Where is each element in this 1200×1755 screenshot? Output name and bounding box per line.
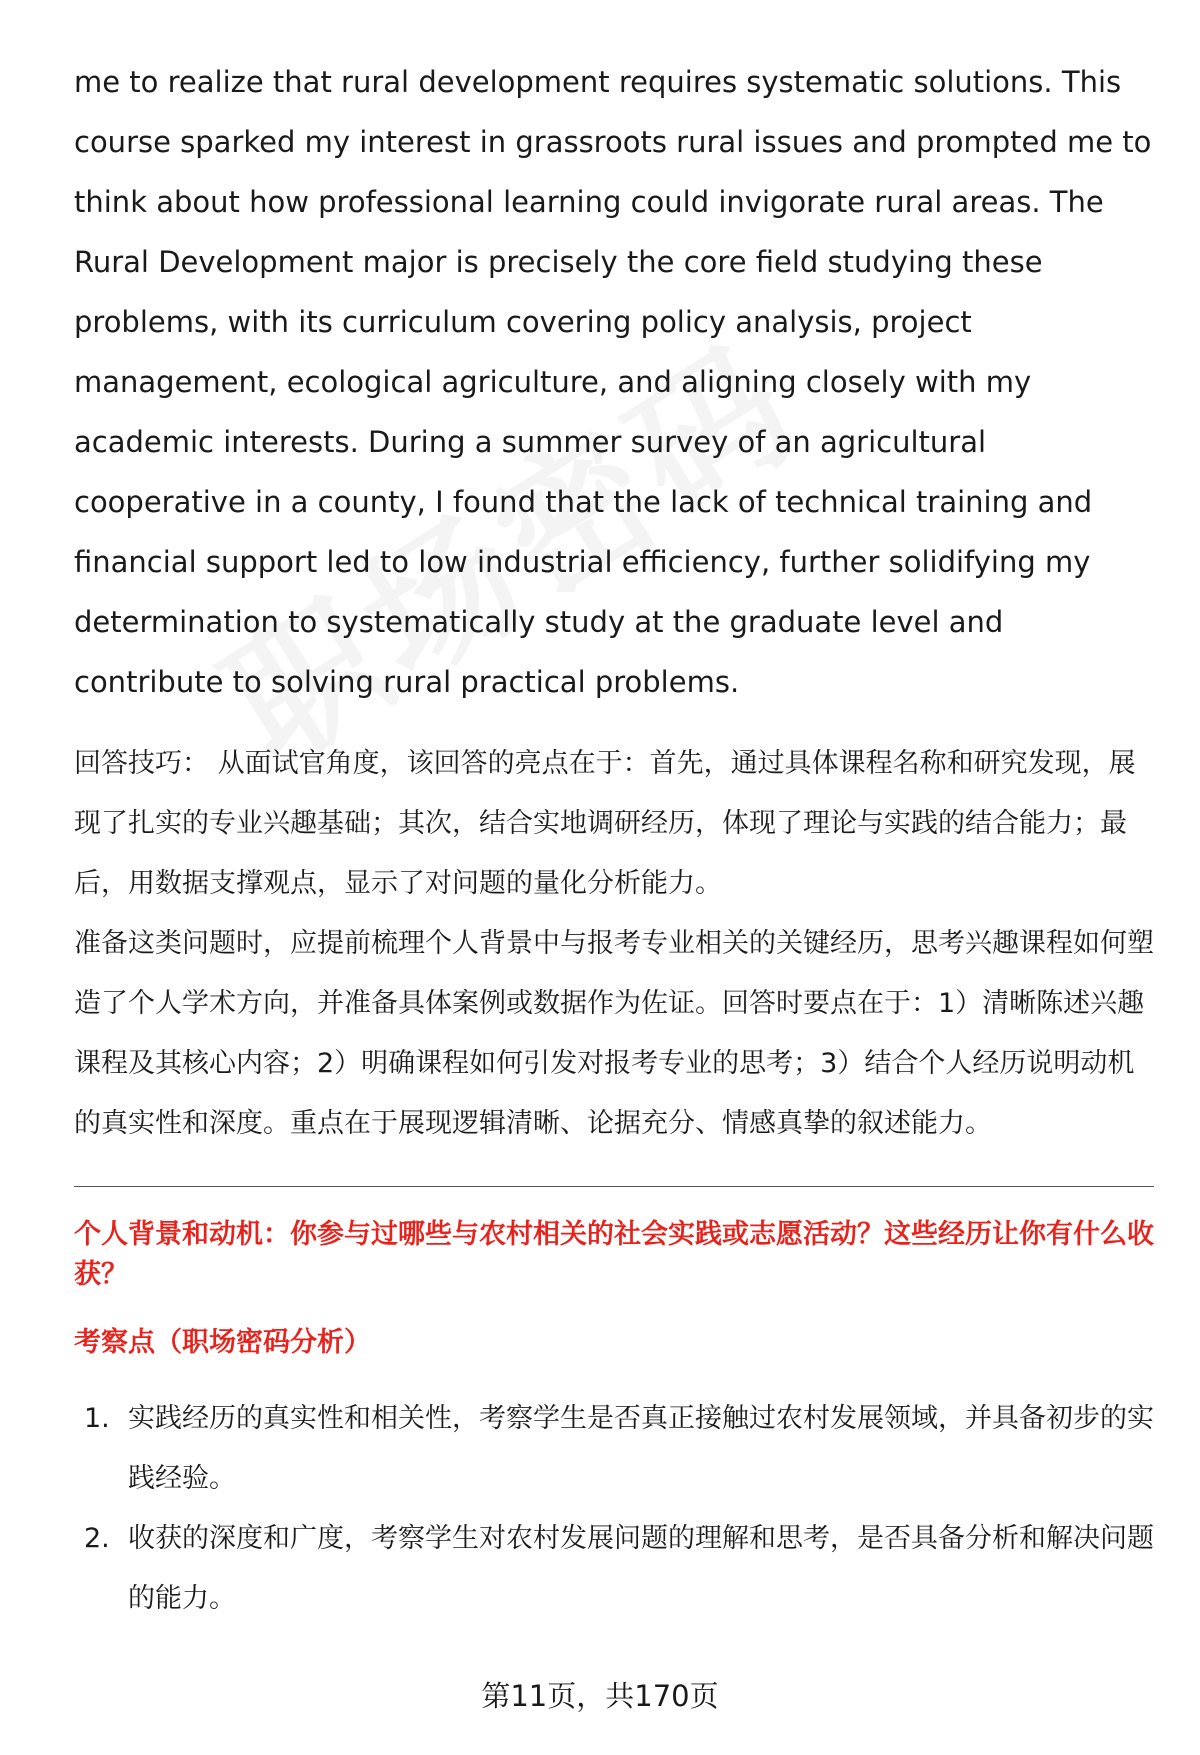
list-item-number: 2.	[84, 1523, 110, 1554]
intro-paragraph: me to realize that rural development requires systematic solutions. This course sparked my interest in grassroots rural issues and prompted me to think about how professional learning could invigorate rural areas. The Rural Development major is precisely the core field studying these problems, with its curriculum covering policy analysis, project management, ecological agriculture, and aligning closely with my academic interests. During a summer survey of an agricultural cooperative in a county, I found that the lack of technical training and financial support led to low industrial efficiency, further solidifying my determination to systematically study at the graduate level and contribute to solving rural practical problems.	[74, 65, 1152, 699]
tips-paragraph: 回答技巧： 从面试官角度，该回答的亮点在于：首先，通过具体课程名称和研究发现，展现了扎实的专业兴趣基础；其次，结合实地调研经历，体现了理论与实践的结合能力；最后，用数据支撑观点，显示了对问题的量化分析能力。	[74, 748, 1136, 899]
list-item	[74, 1389, 1154, 1509]
document-page	[74, 52, 1154, 1629]
page-footer: 第11页，共170页	[481, 1679, 719, 1713]
assessment-points-list	[74, 1389, 1154, 1629]
list-item-text: 实践经历的真实性和相关性，考察学生是否真正接触过农村发展领域，并具备初步的实践经验。	[128, 1403, 1154, 1494]
section-divider	[74, 1186, 1154, 1187]
list-item-text: 收获的深度和广度，考察学生对农村发展问题的理解和思考，是否具备分析和解决问题的能力。	[128, 1523, 1154, 1614]
assessment-heading: 考察点（职场密码分析）	[74, 1327, 371, 1358]
list-item-number: 1.	[84, 1403, 110, 1434]
question-heading: 个人背景和动机：你参与过哪些与农村相关的社会实践或志愿活动？这些经历让你有什么收获？	[74, 1219, 1154, 1290]
prep-paragraph: 准备这类问题时，应提前梳理个人背景中与报考专业相关的关键经历，思考兴趣课程如何塑造了个人学术方向，并准备具体案例或数据作为佐证。回答时要点在于：1）清晰陈述兴趣课程及其核心内容；2）明确课程如何引发对报考专业的思考；3）结合个人经历说明动机的真实性和深度。重点在于展现逻辑清晰、论据充分、情感真挚的叙述能力。	[74, 928, 1154, 1139]
list-item	[74, 1509, 1154, 1629]
